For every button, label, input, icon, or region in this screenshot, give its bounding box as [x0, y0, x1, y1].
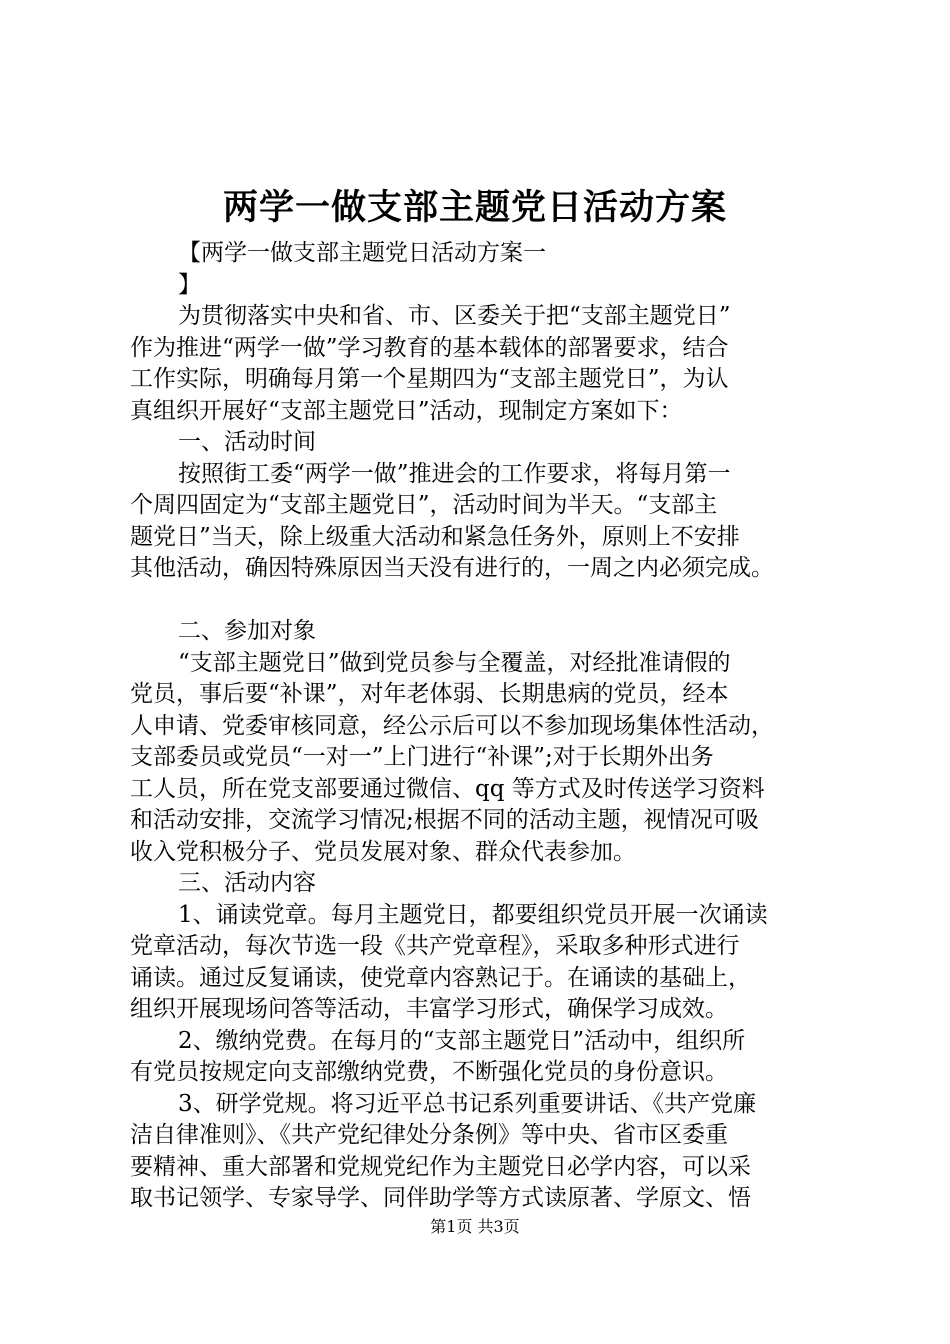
text-line: 作为推进“两学一做”学习教育的基本载体的部署要求，结合 [130, 334, 729, 361]
text-line: 收入党积极分子、党员发展对象、群众代表参加。 [130, 838, 636, 865]
text-line: 工作实际，明确每月第一个星期四为“支部主题党日”，为认 [130, 366, 729, 392]
text-line: 二、参加对象 [178, 618, 316, 644]
text-line: 一、活动时间 [178, 429, 316, 455]
text-line: 人申请、党委审核同意，经公示后可以不参加现场集体性活动， [130, 712, 774, 739]
text-line: 3、研学党规。将习近平总书记系列重要讲话、《共产党廉 [178, 1090, 757, 1117]
text-line: 诵读。通过反复诵读，使党章内容熟记于。在诵读的基础上， [130, 964, 751, 991]
text-line: 为贯彻落实中央和省、市、区委关于把“支部主题党日” [178, 303, 731, 329]
text-line: 工人员，所在党支部要通过微信、qq 等方式及时传送学习资料 [130, 775, 765, 802]
text-line: 按照街工委“两学一做”推进会的工作要求，将每月第一 [178, 460, 731, 487]
text-line: 题党日”当天，除上级重大活动和紧急任务外，原则上不安排 [130, 523, 740, 550]
text-line [130, 585, 850, 617]
document-title: 两学一做支部主题党日活动方案 [222, 187, 727, 228]
text-line: 要精神、重大部署和党规党纪作为主题党日必学内容，可以采 [130, 1153, 751, 1180]
document-body [130, 238, 850, 1215]
text-line: 1、诵读党章。每月主题党日，都要组织党员开展一次诵读 [178, 901, 768, 928]
text-line: 党章活动，每次节选一段《共产党章程》，采取多种形式进行 [130, 933, 740, 959]
text-line: 真组织开展好“支部主题党日”活动，现制定方案如下： [130, 397, 683, 424]
text-line: 支部委员或党员“一对一”上门进行“补课”;对于长期外出务 [130, 744, 714, 770]
text-line: 洁自律准则》、《共产党纪律处分条例》等中央、省市区委重 [130, 1122, 728, 1148]
text-line: 和活动安排，交流学习情况;根据不同的活动主题，视情况可吸 [130, 807, 759, 833]
text-line: 其他活动，确因特殊原因当天没有进行的，一周之内必须完成。 [130, 555, 774, 581]
text-line: 组织开展现场问答等活动，丰富学习形式，确保学习成效。 [130, 996, 728, 1022]
text-line: 党员，事后要“补课”，对年老体弱、长期患病的党员，经本 [130, 681, 729, 707]
text-line: 个周四固定为“支部主题党日”，活动时间为半天。“支部主 [130, 492, 718, 518]
page-footer: 第1页 共3页 [430, 1217, 520, 1236]
text-line: 】 [178, 271, 201, 298]
text-line: 三、活动内容 [178, 870, 316, 896]
text-line: 【两学一做支部主题党日活动方案一 [178, 240, 546, 266]
text-line: 取书记领学、专家导学、同伴助学等方式读原著、学原文、悟 [130, 1185, 751, 1211]
text-line: 有党员按规定向支部缴纳党费，不断强化党员的身份意识。 [130, 1059, 728, 1085]
text-line: 2、缴纳党费。在每月的“支部主题党日”活动中，组织所 [178, 1027, 746, 1054]
text-line: “支部主题党日”做到党员参与全覆盖，对经批准请假的 [178, 649, 731, 676]
